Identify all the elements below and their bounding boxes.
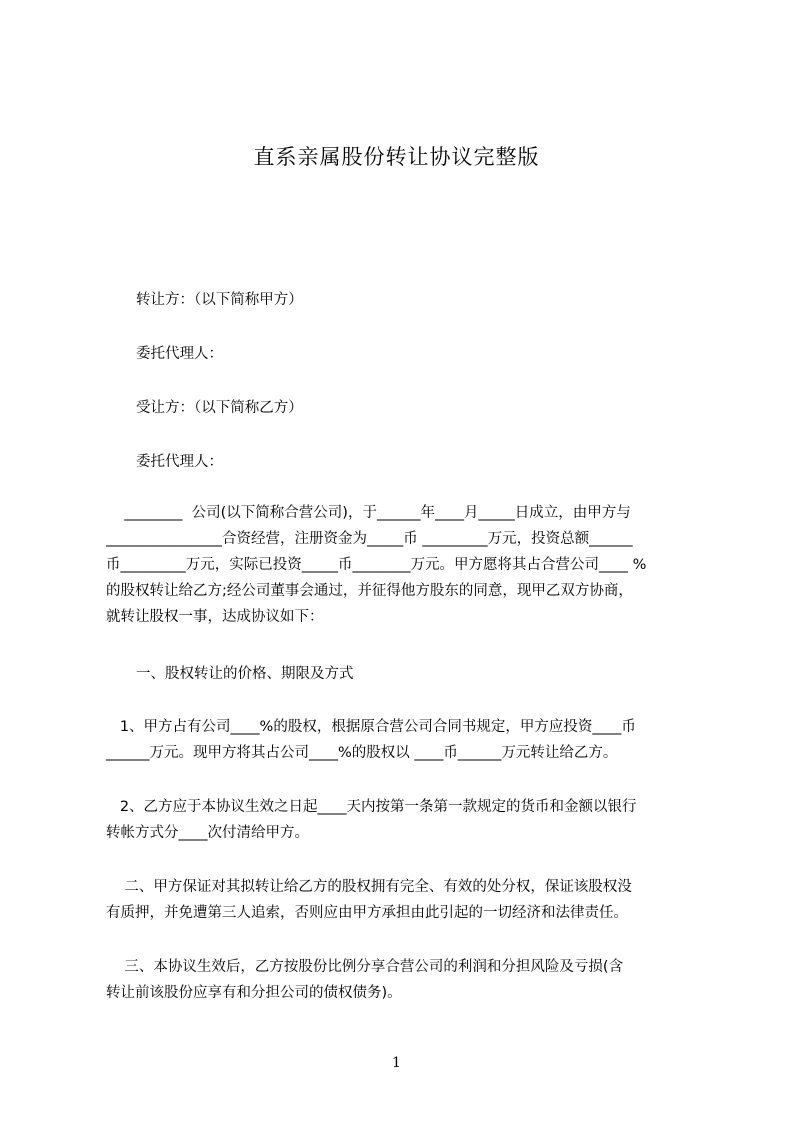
intro-line: 的股权转让给乙方;经公司董事会通过，并征得他方股东的同意，现甲乙双方协商， (106, 583, 633, 599)
agent-line-2: 委托代理人： (136, 454, 223, 470)
clause-line: ______万元。现甲方将其占公司____%的股权以 ____币______万元转让给乙方。 (106, 745, 618, 761)
intro-line: ________ 公司(以下简称合营公司)，于______年____月_____日成立，由甲方与 (106, 505, 631, 521)
document-title: 直系亲属股份转让协议完整版 (253, 145, 540, 169)
clause-line: 1、甲方占有公司____%的股权，根据原合营公司合同书规定，甲方应投资____币 (106, 719, 636, 735)
section-3 (106, 954, 710, 1006)
clause-line: 2、乙方应于本协议生效之日起____天内按第一条第一款规定的货币和金额以银行 (106, 799, 637, 815)
intro-paragraph (106, 500, 710, 630)
page-number: 1 (392, 1055, 401, 1071)
intro-line: 就转让股权一事，达成协议如下： (106, 609, 324, 625)
clause-line: 转帐方式分____次付清给甲方。 (106, 825, 309, 841)
section-1-heading: 一、股权转让的价格、期限及方式 (136, 666, 354, 682)
transferor-line: 转让方：（以下简称甲方） (136, 292, 303, 308)
section-2 (106, 874, 710, 926)
intro-line: 币_________万元，实际已投资_____币________万元。甲方愿将其占合营公司____ % (106, 557, 647, 573)
clause-1-1 (106, 714, 710, 766)
clause-1-2 (106, 794, 710, 846)
clause-line: 二、甲方保证对其拟转让给乙方的股权拥有完全、有效的处分权，保证该股权没 (106, 879, 632, 895)
clause-line: 三、本协议生效后，乙方按股份比例分享合营公司的利润和分担风险及亏损(含 (106, 959, 624, 975)
transferee-line: 受让方：（以下简称乙方） (136, 400, 303, 416)
agent-line-1: 委托代理人： (136, 346, 223, 362)
intro-line: ________________合资经营，注册资金为_____币 _________万元，投资总额______ (106, 531, 633, 547)
clause-line: 有质押，并免遭第三人追索，否则应由甲方承担由此引起的一切经济和法律责任。 (106, 905, 628, 921)
clause-line: 转让前该股份应享有和分担公司的债权债务)。 (106, 985, 402, 1001)
